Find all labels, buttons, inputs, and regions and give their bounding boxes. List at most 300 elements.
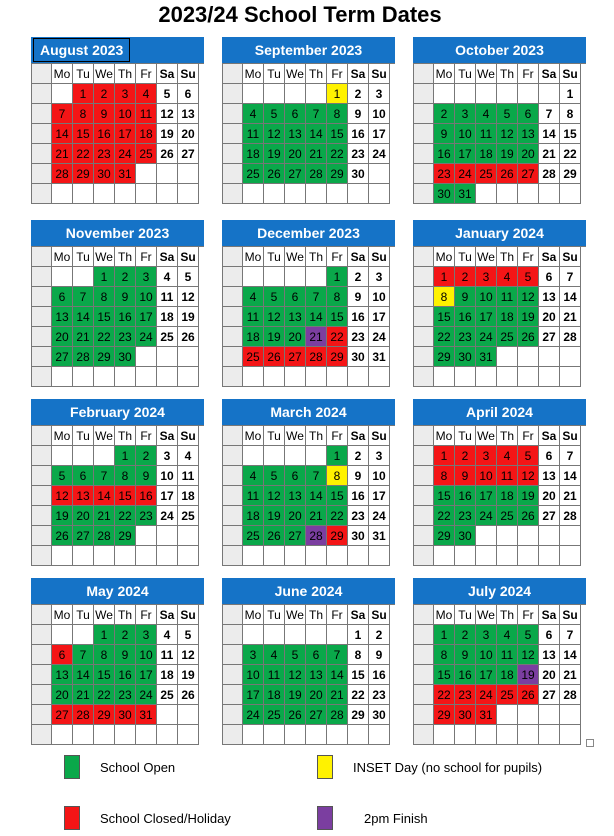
row-marker bbox=[223, 327, 243, 347]
day-cell: 10 bbox=[455, 124, 476, 144]
empty-cell bbox=[73, 184, 94, 204]
row-marker bbox=[223, 247, 243, 267]
month-title-text: April 2024 bbox=[466, 404, 533, 420]
row-marker bbox=[223, 546, 243, 566]
day-cell: 14 bbox=[539, 124, 560, 144]
row-marker bbox=[223, 104, 243, 124]
row-marker bbox=[414, 247, 434, 267]
day-cell: 22 bbox=[327, 327, 348, 347]
weekday-header: Mo bbox=[434, 64, 455, 84]
empty-cell bbox=[264, 184, 285, 204]
day-cell: 2 bbox=[455, 446, 476, 466]
day-cell: 12 bbox=[518, 645, 539, 665]
day-cell: 4 bbox=[243, 287, 264, 307]
weekday-header: Mo bbox=[434, 247, 455, 267]
weekday-header: Tu bbox=[455, 247, 476, 267]
weekday-header: Sa bbox=[157, 247, 178, 267]
day-cell: 19 bbox=[518, 665, 539, 685]
row-marker bbox=[32, 164, 52, 184]
day-cell: 4 bbox=[243, 104, 264, 124]
day-cell: 13 bbox=[539, 466, 560, 486]
empty-cell bbox=[518, 367, 539, 387]
day-cell: 29 bbox=[434, 526, 455, 546]
weekday-header: We bbox=[285, 426, 306, 446]
day-cell: 2 bbox=[455, 267, 476, 287]
day-cell: 5 bbox=[264, 466, 285, 486]
day-cell: 3 bbox=[369, 267, 390, 287]
empty-cell bbox=[518, 725, 539, 745]
day-cell: 11 bbox=[178, 466, 199, 486]
day-cell: 16 bbox=[455, 307, 476, 327]
day-cell: 12 bbox=[497, 124, 518, 144]
row-marker bbox=[32, 327, 52, 347]
weekday-header: Th bbox=[497, 247, 518, 267]
day-cell: 18 bbox=[157, 665, 178, 685]
empty-cell bbox=[539, 184, 560, 204]
empty-cell bbox=[157, 347, 178, 367]
empty-cell bbox=[560, 526, 581, 546]
day-cell: 17 bbox=[369, 307, 390, 327]
row-marker bbox=[32, 124, 52, 144]
day-cell: 25 bbox=[178, 506, 199, 526]
empty-cell bbox=[560, 546, 581, 566]
empty-cell bbox=[243, 446, 264, 466]
day-cell: 16 bbox=[434, 144, 455, 164]
empty-cell bbox=[264, 267, 285, 287]
row-marker bbox=[223, 184, 243, 204]
day-cell: 15 bbox=[73, 124, 94, 144]
day-cell: 11 bbox=[157, 287, 178, 307]
row-marker bbox=[223, 625, 243, 645]
empty-cell bbox=[455, 546, 476, 566]
day-cell: 24 bbox=[369, 327, 390, 347]
day-cell: 17 bbox=[476, 307, 497, 327]
day-cell: 7 bbox=[73, 645, 94, 665]
day-cell: 5 bbox=[518, 625, 539, 645]
day-cell: 21 bbox=[73, 327, 94, 347]
day-cell: 6 bbox=[518, 104, 539, 124]
empty-cell bbox=[497, 84, 518, 104]
day-cell: 15 bbox=[94, 307, 115, 327]
weekday-header: Su bbox=[178, 64, 199, 84]
weekday-header: Th bbox=[115, 64, 136, 84]
day-cell: 3 bbox=[115, 84, 136, 104]
row-marker bbox=[414, 685, 434, 705]
empty-cell bbox=[73, 725, 94, 745]
empty-cell bbox=[115, 725, 136, 745]
weekday-header: Fr bbox=[327, 605, 348, 625]
weekday-header: Tu bbox=[264, 247, 285, 267]
empty-cell bbox=[306, 367, 327, 387]
weekday-header: We bbox=[476, 64, 497, 84]
empty-cell bbox=[157, 705, 178, 725]
day-cell: 22 bbox=[348, 685, 369, 705]
day-cell: 11 bbox=[497, 287, 518, 307]
day-cell: 16 bbox=[348, 486, 369, 506]
day-cell: 7 bbox=[560, 446, 581, 466]
day-cell: 14 bbox=[306, 486, 327, 506]
empty-cell bbox=[369, 184, 390, 204]
weekday-header: Su bbox=[369, 426, 390, 446]
day-cell: 24 bbox=[476, 506, 497, 526]
empty-cell bbox=[136, 526, 157, 546]
day-cell: 16 bbox=[94, 124, 115, 144]
month-title-text: November 2023 bbox=[65, 225, 170, 241]
month-title bbox=[31, 220, 204, 246]
day-cell: 24 bbox=[157, 506, 178, 526]
empty-cell bbox=[306, 546, 327, 566]
day-cell: 18 bbox=[497, 665, 518, 685]
day-cell: 31 bbox=[369, 347, 390, 367]
day-cell: 25 bbox=[243, 164, 264, 184]
day-cell: 3 bbox=[476, 625, 497, 645]
day-cell: 30 bbox=[94, 164, 115, 184]
day-cell: 6 bbox=[539, 267, 560, 287]
weekday-header: Tu bbox=[264, 605, 285, 625]
weekday-header: Tu bbox=[73, 247, 94, 267]
row-marker bbox=[223, 367, 243, 387]
day-cell: 14 bbox=[306, 307, 327, 327]
row-marker bbox=[414, 327, 434, 347]
day-cell: 5 bbox=[518, 446, 539, 466]
day-cell: 2 bbox=[369, 625, 390, 645]
empty-cell bbox=[73, 267, 94, 287]
empty-cell bbox=[94, 367, 115, 387]
day-cell: 30 bbox=[348, 164, 369, 184]
day-cell: 12 bbox=[178, 287, 199, 307]
empty-cell bbox=[327, 725, 348, 745]
day-cell: 25 bbox=[136, 144, 157, 164]
day-cell: 27 bbox=[518, 164, 539, 184]
row-marker bbox=[32, 546, 52, 566]
weekday-header: Mo bbox=[243, 247, 264, 267]
row-marker bbox=[223, 466, 243, 486]
weekday-header: We bbox=[94, 426, 115, 446]
day-cell: 2 bbox=[115, 625, 136, 645]
empty-cell bbox=[285, 367, 306, 387]
weekday-header: Tu bbox=[264, 426, 285, 446]
day-cell: 20 bbox=[285, 327, 306, 347]
day-cell: 9 bbox=[455, 287, 476, 307]
day-cell: 1 bbox=[434, 267, 455, 287]
empty-cell bbox=[136, 164, 157, 184]
day-cell: 19 bbox=[52, 506, 73, 526]
row-marker bbox=[32, 685, 52, 705]
day-cell: 15 bbox=[348, 665, 369, 685]
day-cell: 24 bbox=[369, 144, 390, 164]
day-cell: 11 bbox=[243, 124, 264, 144]
month-title-text: March 2024 bbox=[270, 404, 347, 420]
day-cell: 11 bbox=[497, 645, 518, 665]
row-marker bbox=[32, 104, 52, 124]
day-cell: 20 bbox=[52, 685, 73, 705]
empty-cell bbox=[243, 84, 264, 104]
month-calendar bbox=[413, 220, 586, 388]
day-cell: 24 bbox=[243, 705, 264, 725]
empty-cell bbox=[539, 526, 560, 546]
row-marker bbox=[414, 124, 434, 144]
day-cell: 25 bbox=[497, 685, 518, 705]
day-cell: 13 bbox=[285, 307, 306, 327]
day-cell: 20 bbox=[285, 144, 306, 164]
weekday-header: Sa bbox=[157, 64, 178, 84]
weekday-header: Th bbox=[115, 426, 136, 446]
month-calendar bbox=[222, 220, 395, 388]
day-cell: 31 bbox=[115, 164, 136, 184]
month-days-grid bbox=[222, 425, 395, 566]
day-cell: 24 bbox=[136, 685, 157, 705]
empty-cell bbox=[497, 705, 518, 725]
weekday-header: We bbox=[476, 426, 497, 446]
day-cell: 30 bbox=[455, 347, 476, 367]
day-cell: 13 bbox=[52, 307, 73, 327]
day-cell: 13 bbox=[306, 665, 327, 685]
empty-cell bbox=[369, 546, 390, 566]
day-cell: 2 bbox=[94, 84, 115, 104]
weekday-header: Su bbox=[178, 247, 199, 267]
weekday-header: Th bbox=[497, 64, 518, 84]
day-cell: 1 bbox=[73, 84, 94, 104]
empty-cell bbox=[157, 184, 178, 204]
day-cell: 2 bbox=[348, 84, 369, 104]
empty-cell bbox=[560, 347, 581, 367]
day-cell: 16 bbox=[369, 665, 390, 685]
day-cell: 29 bbox=[327, 164, 348, 184]
weekday-header: Mo bbox=[434, 426, 455, 446]
day-cell: 7 bbox=[306, 104, 327, 124]
day-cell: 24 bbox=[369, 506, 390, 526]
empty-cell bbox=[243, 267, 264, 287]
day-cell: 30 bbox=[115, 347, 136, 367]
day-cell: 5 bbox=[52, 466, 73, 486]
day-cell: 3 bbox=[243, 645, 264, 665]
weekday-header: Mo bbox=[52, 605, 73, 625]
day-cell: 21 bbox=[560, 665, 581, 685]
weekday-header: Th bbox=[115, 247, 136, 267]
day-cell: 10 bbox=[243, 665, 264, 685]
day-cell: 18 bbox=[243, 144, 264, 164]
day-cell: 8 bbox=[327, 104, 348, 124]
day-cell: 24 bbox=[476, 685, 497, 705]
month-title-text: February 2024 bbox=[70, 404, 165, 420]
empty-cell bbox=[157, 725, 178, 745]
row-marker bbox=[223, 725, 243, 745]
empty-cell bbox=[539, 347, 560, 367]
day-cell: 15 bbox=[327, 124, 348, 144]
weekday-header: Sa bbox=[539, 605, 560, 625]
row-marker bbox=[414, 347, 434, 367]
month-title-text: December 2023 bbox=[257, 225, 360, 241]
day-cell: 29 bbox=[434, 347, 455, 367]
day-cell: 13 bbox=[178, 104, 199, 124]
day-cell: 16 bbox=[136, 486, 157, 506]
empty-cell bbox=[497, 367, 518, 387]
day-cell: 9 bbox=[348, 104, 369, 124]
day-cell: 5 bbox=[264, 287, 285, 307]
empty-cell bbox=[94, 546, 115, 566]
day-cell: 29 bbox=[327, 526, 348, 546]
legend-item-school-closed bbox=[64, 806, 231, 830]
day-cell: 26 bbox=[518, 685, 539, 705]
day-cell: 13 bbox=[285, 124, 306, 144]
day-cell: 17 bbox=[115, 124, 136, 144]
row-marker bbox=[223, 685, 243, 705]
day-cell: 12 bbox=[52, 486, 73, 506]
empty-cell bbox=[518, 546, 539, 566]
empty-cell bbox=[518, 526, 539, 546]
row-marker bbox=[414, 466, 434, 486]
day-cell: 12 bbox=[518, 466, 539, 486]
day-cell: 7 bbox=[306, 466, 327, 486]
day-cell: 28 bbox=[94, 526, 115, 546]
empty-cell bbox=[136, 725, 157, 745]
day-cell: 17 bbox=[369, 124, 390, 144]
day-cell: 28 bbox=[327, 705, 348, 725]
empty-cell bbox=[497, 184, 518, 204]
day-cell: 31 bbox=[369, 526, 390, 546]
empty-cell bbox=[264, 84, 285, 104]
day-cell: 24 bbox=[136, 327, 157, 347]
day-cell: 7 bbox=[306, 287, 327, 307]
day-cell: 18 bbox=[243, 506, 264, 526]
weekday-header: Sa bbox=[539, 64, 560, 84]
weekday-header: Su bbox=[178, 426, 199, 446]
day-cell: 3 bbox=[476, 267, 497, 287]
weekday-header: Fr bbox=[136, 64, 157, 84]
legend-item-2pm-finish bbox=[317, 806, 428, 830]
day-cell: 29 bbox=[94, 705, 115, 725]
day-cell: 22 bbox=[115, 506, 136, 526]
day-cell: 20 bbox=[306, 685, 327, 705]
day-cell: 4 bbox=[243, 466, 264, 486]
weekday-header: Sa bbox=[539, 247, 560, 267]
row-marker bbox=[414, 426, 434, 446]
day-cell: 4 bbox=[136, 84, 157, 104]
day-cell: 19 bbox=[157, 124, 178, 144]
day-cell: 17 bbox=[476, 486, 497, 506]
empty-cell bbox=[306, 725, 327, 745]
day-cell: 28 bbox=[52, 164, 73, 184]
weekday-header: Tu bbox=[455, 64, 476, 84]
day-cell: 27 bbox=[539, 685, 560, 705]
day-cell: 21 bbox=[52, 144, 73, 164]
empty-cell bbox=[455, 84, 476, 104]
row-marker bbox=[32, 625, 52, 645]
day-cell: 1 bbox=[327, 446, 348, 466]
row-marker bbox=[223, 486, 243, 506]
day-cell: 25 bbox=[243, 347, 264, 367]
month-days-grid bbox=[413, 604, 586, 745]
empty-cell bbox=[157, 164, 178, 184]
empty-cell bbox=[178, 164, 199, 184]
day-cell: 25 bbox=[497, 327, 518, 347]
day-cell: 9 bbox=[348, 466, 369, 486]
empty-cell bbox=[348, 184, 369, 204]
empty-cell bbox=[52, 546, 73, 566]
day-cell: 23 bbox=[348, 144, 369, 164]
day-cell: 19 bbox=[518, 486, 539, 506]
day-cell: 18 bbox=[476, 144, 497, 164]
day-cell: 1 bbox=[327, 84, 348, 104]
day-cell: 1 bbox=[560, 84, 581, 104]
day-cell: 8 bbox=[73, 104, 94, 124]
empty-cell bbox=[243, 367, 264, 387]
row-marker bbox=[32, 645, 52, 665]
empty-cell bbox=[73, 367, 94, 387]
weekday-header: Tu bbox=[73, 64, 94, 84]
row-marker bbox=[414, 526, 434, 546]
empty-cell bbox=[73, 446, 94, 466]
empty-cell bbox=[178, 705, 199, 725]
row-marker bbox=[223, 665, 243, 685]
day-cell: 20 bbox=[539, 665, 560, 685]
month-title bbox=[413, 399, 586, 425]
empty-cell bbox=[73, 546, 94, 566]
row-marker bbox=[32, 725, 52, 745]
day-cell: 30 bbox=[348, 347, 369, 367]
month-days-grid bbox=[413, 246, 586, 387]
weekday-header: Fr bbox=[136, 605, 157, 625]
empty-cell bbox=[455, 725, 476, 745]
weekday-header: Su bbox=[560, 426, 581, 446]
day-cell: 9 bbox=[115, 287, 136, 307]
empty-cell bbox=[243, 725, 264, 745]
day-cell: 1 bbox=[94, 625, 115, 645]
day-cell: 4 bbox=[476, 104, 497, 124]
row-marker bbox=[414, 287, 434, 307]
day-cell: 12 bbox=[264, 124, 285, 144]
row-marker bbox=[32, 184, 52, 204]
day-cell: 25 bbox=[243, 526, 264, 546]
month-days-grid bbox=[222, 246, 395, 387]
day-cell: 16 bbox=[455, 665, 476, 685]
row-marker bbox=[32, 367, 52, 387]
day-cell: 30 bbox=[369, 705, 390, 725]
day-cell: 29 bbox=[73, 164, 94, 184]
legend-swatch-finish bbox=[317, 806, 333, 830]
month-calendar bbox=[222, 578, 395, 746]
day-cell: 30 bbox=[455, 526, 476, 546]
day-cell: 30 bbox=[115, 705, 136, 725]
empty-cell bbox=[327, 625, 348, 645]
row-marker bbox=[32, 247, 52, 267]
month-calendar bbox=[413, 37, 586, 205]
empty-cell bbox=[94, 446, 115, 466]
day-cell: 27 bbox=[306, 705, 327, 725]
empty-cell bbox=[518, 347, 539, 367]
day-cell: 8 bbox=[434, 645, 455, 665]
day-cell: 16 bbox=[115, 665, 136, 685]
day-cell: 26 bbox=[518, 506, 539, 526]
empty-cell bbox=[476, 526, 497, 546]
legend-label: School Closed/Holiday bbox=[100, 810, 231, 826]
day-cell: 23 bbox=[369, 685, 390, 705]
month-title bbox=[222, 399, 395, 425]
day-cell: 8 bbox=[434, 287, 455, 307]
day-cell: 12 bbox=[178, 645, 199, 665]
day-cell: 21 bbox=[94, 506, 115, 526]
day-cell: 20 bbox=[518, 144, 539, 164]
day-cell: 16 bbox=[115, 307, 136, 327]
day-cell: 18 bbox=[243, 327, 264, 347]
day-cell: 7 bbox=[73, 287, 94, 307]
day-cell: 26 bbox=[264, 347, 285, 367]
empty-cell bbox=[476, 84, 497, 104]
day-cell: 6 bbox=[306, 645, 327, 665]
day-cell: 10 bbox=[476, 287, 497, 307]
day-cell: 6 bbox=[178, 84, 199, 104]
day-cell: 22 bbox=[327, 506, 348, 526]
